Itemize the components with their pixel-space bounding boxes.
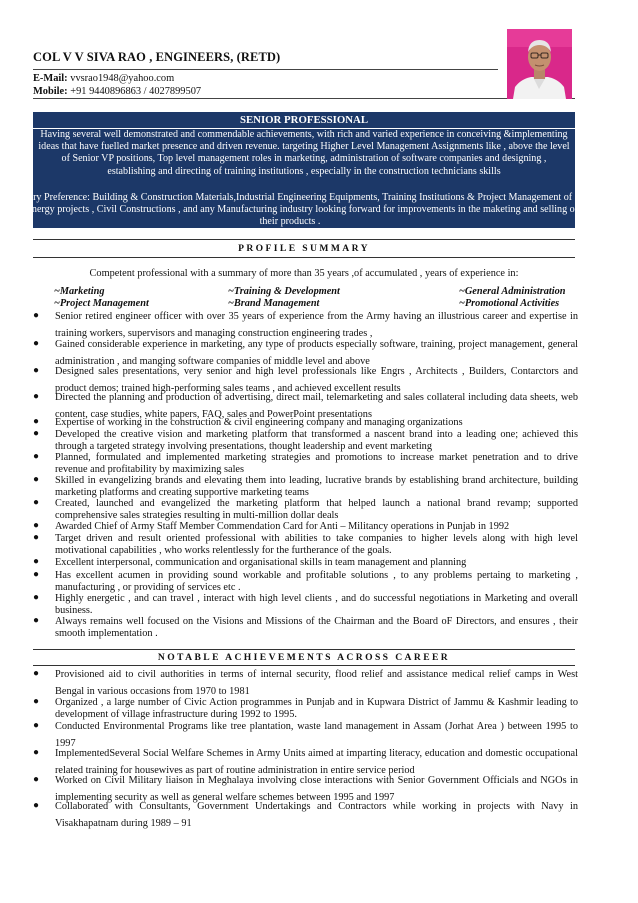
resume-page: COL V V SIVA RAO , ENGINEERS, (RETD) E-Mail: vvsrao1948@yahoo.com Mobile: +91 9440896863 / 4027899507 SENIOR PROFESSIONAL Having several well demonstrated and commendable achievements, with rich and varied experience in conceiving &implementing ideas that have fuelled market presence and driven revenue. targeting Higher Level Management Assignments like , above the level of Senior VP positions, Top level management roles in marketing, administration of software companies and designing , establishing and directing of training institutions , especially in the construction technicians skills Industry Preference: Building & Construction Materials,Industrial Engineering Equipments, Training Institutions & Project Management of Solar Energy projects , Civil Constructions , and any Manufacturing industry looking forward for improvements in the maketing and selling of their products . PROFILE SUMMARY Competent professional with a summary of more than 35 years ,of accumulated , years of experience in: ~Marketing ~Training & Development ~General Administration ~Project Management ~Brand Management ~Promotional Activities ● Senior retired engineer officer with over 35 years of experience from the Army having an illustrious career and expertise in training workers, supervisors and managing construction engineering trades , ● Gained considerable experience in marketing, any type of products especially software, training, project management, general administration , and manging software companies of middle level and above ● Designed sales presentations, very senior and high level professionals like Engrs , Architects , Builders, Contarctors and product demos; trained high-performing sales teams , and achieved excellent results ● Directed the planning and production of advertising, direct mail, telemarketing and sales collateral including data sheets, web content, case studies, white papers, FAQ, sales and PowerPoint presentations ● Expertise of working in the construction & civil engineering company and managing organizations ● Developed the creative vision and marketing platform that transformed a nascent brand into a leading one; achieved this through a targeted strategy involving presentations, thought leadership and event marketing ● Planned, formulated and implemented marketing strategies and promotions to increase market penetration and to drive revenue and profitability by maximizing sales ● Skilled in evangelizing brands and elevating them into leading, lucrative brands by establishing brand architecture, building marketing platforms and creating supportive marketing teams ● Created, launched and evangelized the marketing platform that helped launch a national brand revamp; supported comprehensive sales strategies resulting in multi-million dollar deals ● Awarded Chief of Army Staff Member Commendation Card for Anti – Militancy operations in Punjab in 1992 ● Target driven and result oriented professional with abilities to take companies to higher levels along with high level motivational capabilities , who works relentlessly for the furtherance of the goals. ● Excellent interpersonal, communication and organisational skills in team management and planning ● Has excellent acumen in providing sound workable and profitable solutions , to any problems pertaing to marketing , manufacturing , or providing of services etc . ● Highly energetic , and can travel , interact with high level clients , and do successful negotiations in Marketing and overall business. ● Always remains well focused on the Visions and Missions of the Chairman and the Board oF Directors, and ensures , their smooth implementation . NOTABLE ACHIEVEMENTS ACROSS CAREER ● Provisioned aid to civil authorities in terms of internal security, flood relief and assistance medical relief camps in West Bengal in various occasions from 1970 to 1981 ● Organized , a large number of Civic Action programmes in Punjab and in Kupwara District of Jammu & Kashmir leading to development of village infrastructure during 1992 to 1995. ● Conducted Environmental Programs like tree plantation, waste land management in Assam (Jorhat Area ) between 1995 to 1997 ● ImplementedSeveral Social Welfare Schemes in Army Units aimed at imparting literacy, education and domestic occupational related training for housewives as part of routine administration in entire service period ● Worked on Civil Military liaison in Meghalaya involving close interactions with Senior Government Officials and NGOs in implementing security as well as general welfare schemes between 1995 and 1997 ● Collaborated with Consultants, Government Undertakings and Contractors while working in projects with Navy in Visakhapatnam during 1989 – 91 (0, 0, 638, 903)
bullet-icon: ● (33, 720, 40, 731)
bullet-icon: ● (33, 800, 40, 811)
bullet-icon: ● (33, 774, 40, 785)
bullet-icon: ● (33, 310, 40, 321)
mobile-number: +91 9440896863 / 4027899507 (70, 86, 202, 97)
skill-training: ~Training & Development (228, 286, 340, 297)
mobile-label: Mobile: (33, 86, 68, 97)
profile-photo (507, 29, 572, 99)
achievements-bottom-rule (33, 665, 575, 666)
bullet-icon: ● (33, 520, 40, 531)
bullet-icon: ● (33, 615, 40, 626)
email-line (33, 73, 174, 84)
bullet-icon: ● (33, 365, 40, 376)
senior-summary-paragraph: Having several well demonstrated and commendable achievements, with rich and varied experience in conceiving &implementing ideas that have fuelled market presence and driven revenue. targeting Higher Level Management Assignments like , above the level of Senior VP positions, Top level management roles in marketing, administration of software companies and designing , establishing and directing of training institutions , especially in the construction technicians skills (38, 129, 570, 177)
bullet-icon: ● (33, 668, 40, 679)
achievements-top-rule (33, 649, 575, 650)
profile-top-rule (33, 239, 575, 240)
skill-brand-management: ~Brand Management (228, 298, 320, 309)
bullet-icon: ● (33, 532, 40, 543)
profile-summary-title: PROFILE SUMMARY (238, 243, 370, 254)
bullet-icon: ● (33, 338, 40, 349)
bullet-icon: ● (33, 428, 40, 439)
candidate-name: COL V V SIVA RAO , ENGINEERS, (RETD) (33, 50, 281, 64)
email-label: E-Mail: (33, 73, 68, 84)
bullet-icon: ● (33, 569, 40, 580)
senior-professional-title: SENIOR PROFESSIONAL (239, 114, 369, 126)
industry-preference: Industry Preference: Building & Construction Materials,Industrial Engineering Equipments, Training Institutions & Project Management of Solar Energy projects , Civil Constructions , and any Manufacturing industry looking forward for improvements in the maketing and selling of their products . (1, 192, 579, 228)
skill-promotional: ~Promotional Activities (459, 298, 560, 309)
portrait-image (507, 29, 572, 99)
profile-bottom-rule (33, 257, 575, 258)
bullet-icon: ● (33, 391, 40, 402)
achievements-title: NOTABLE ACHIEVEMENTS ACROSS CAREER (157, 652, 451, 663)
skill-administration: ~General Administration (459, 286, 566, 297)
bullet-icon: ● (33, 556, 40, 567)
profile-intro: Competent professional with a summary of more than 35 years ,of accumulated , years of experience in: (89, 268, 519, 279)
bullet-icon: ● (33, 497, 40, 508)
bullet-icon: ● (33, 451, 40, 462)
bullet-icon: ● (33, 592, 40, 603)
skill-marketing: ~Marketing (54, 286, 105, 297)
bullet-icon: ● (33, 474, 40, 485)
contact-underline (33, 98, 575, 99)
mobile-line (33, 86, 201, 97)
bullet-icon: ● (33, 747, 40, 758)
skill-project-management: ~Project Management (54, 298, 149, 309)
bullet-icon: ● (33, 416, 40, 427)
name-underline (33, 69, 498, 70)
bullet-icon: ● (33, 696, 40, 707)
email-address[interactable]: vvsrao1948@yahoo.com (70, 73, 175, 84)
